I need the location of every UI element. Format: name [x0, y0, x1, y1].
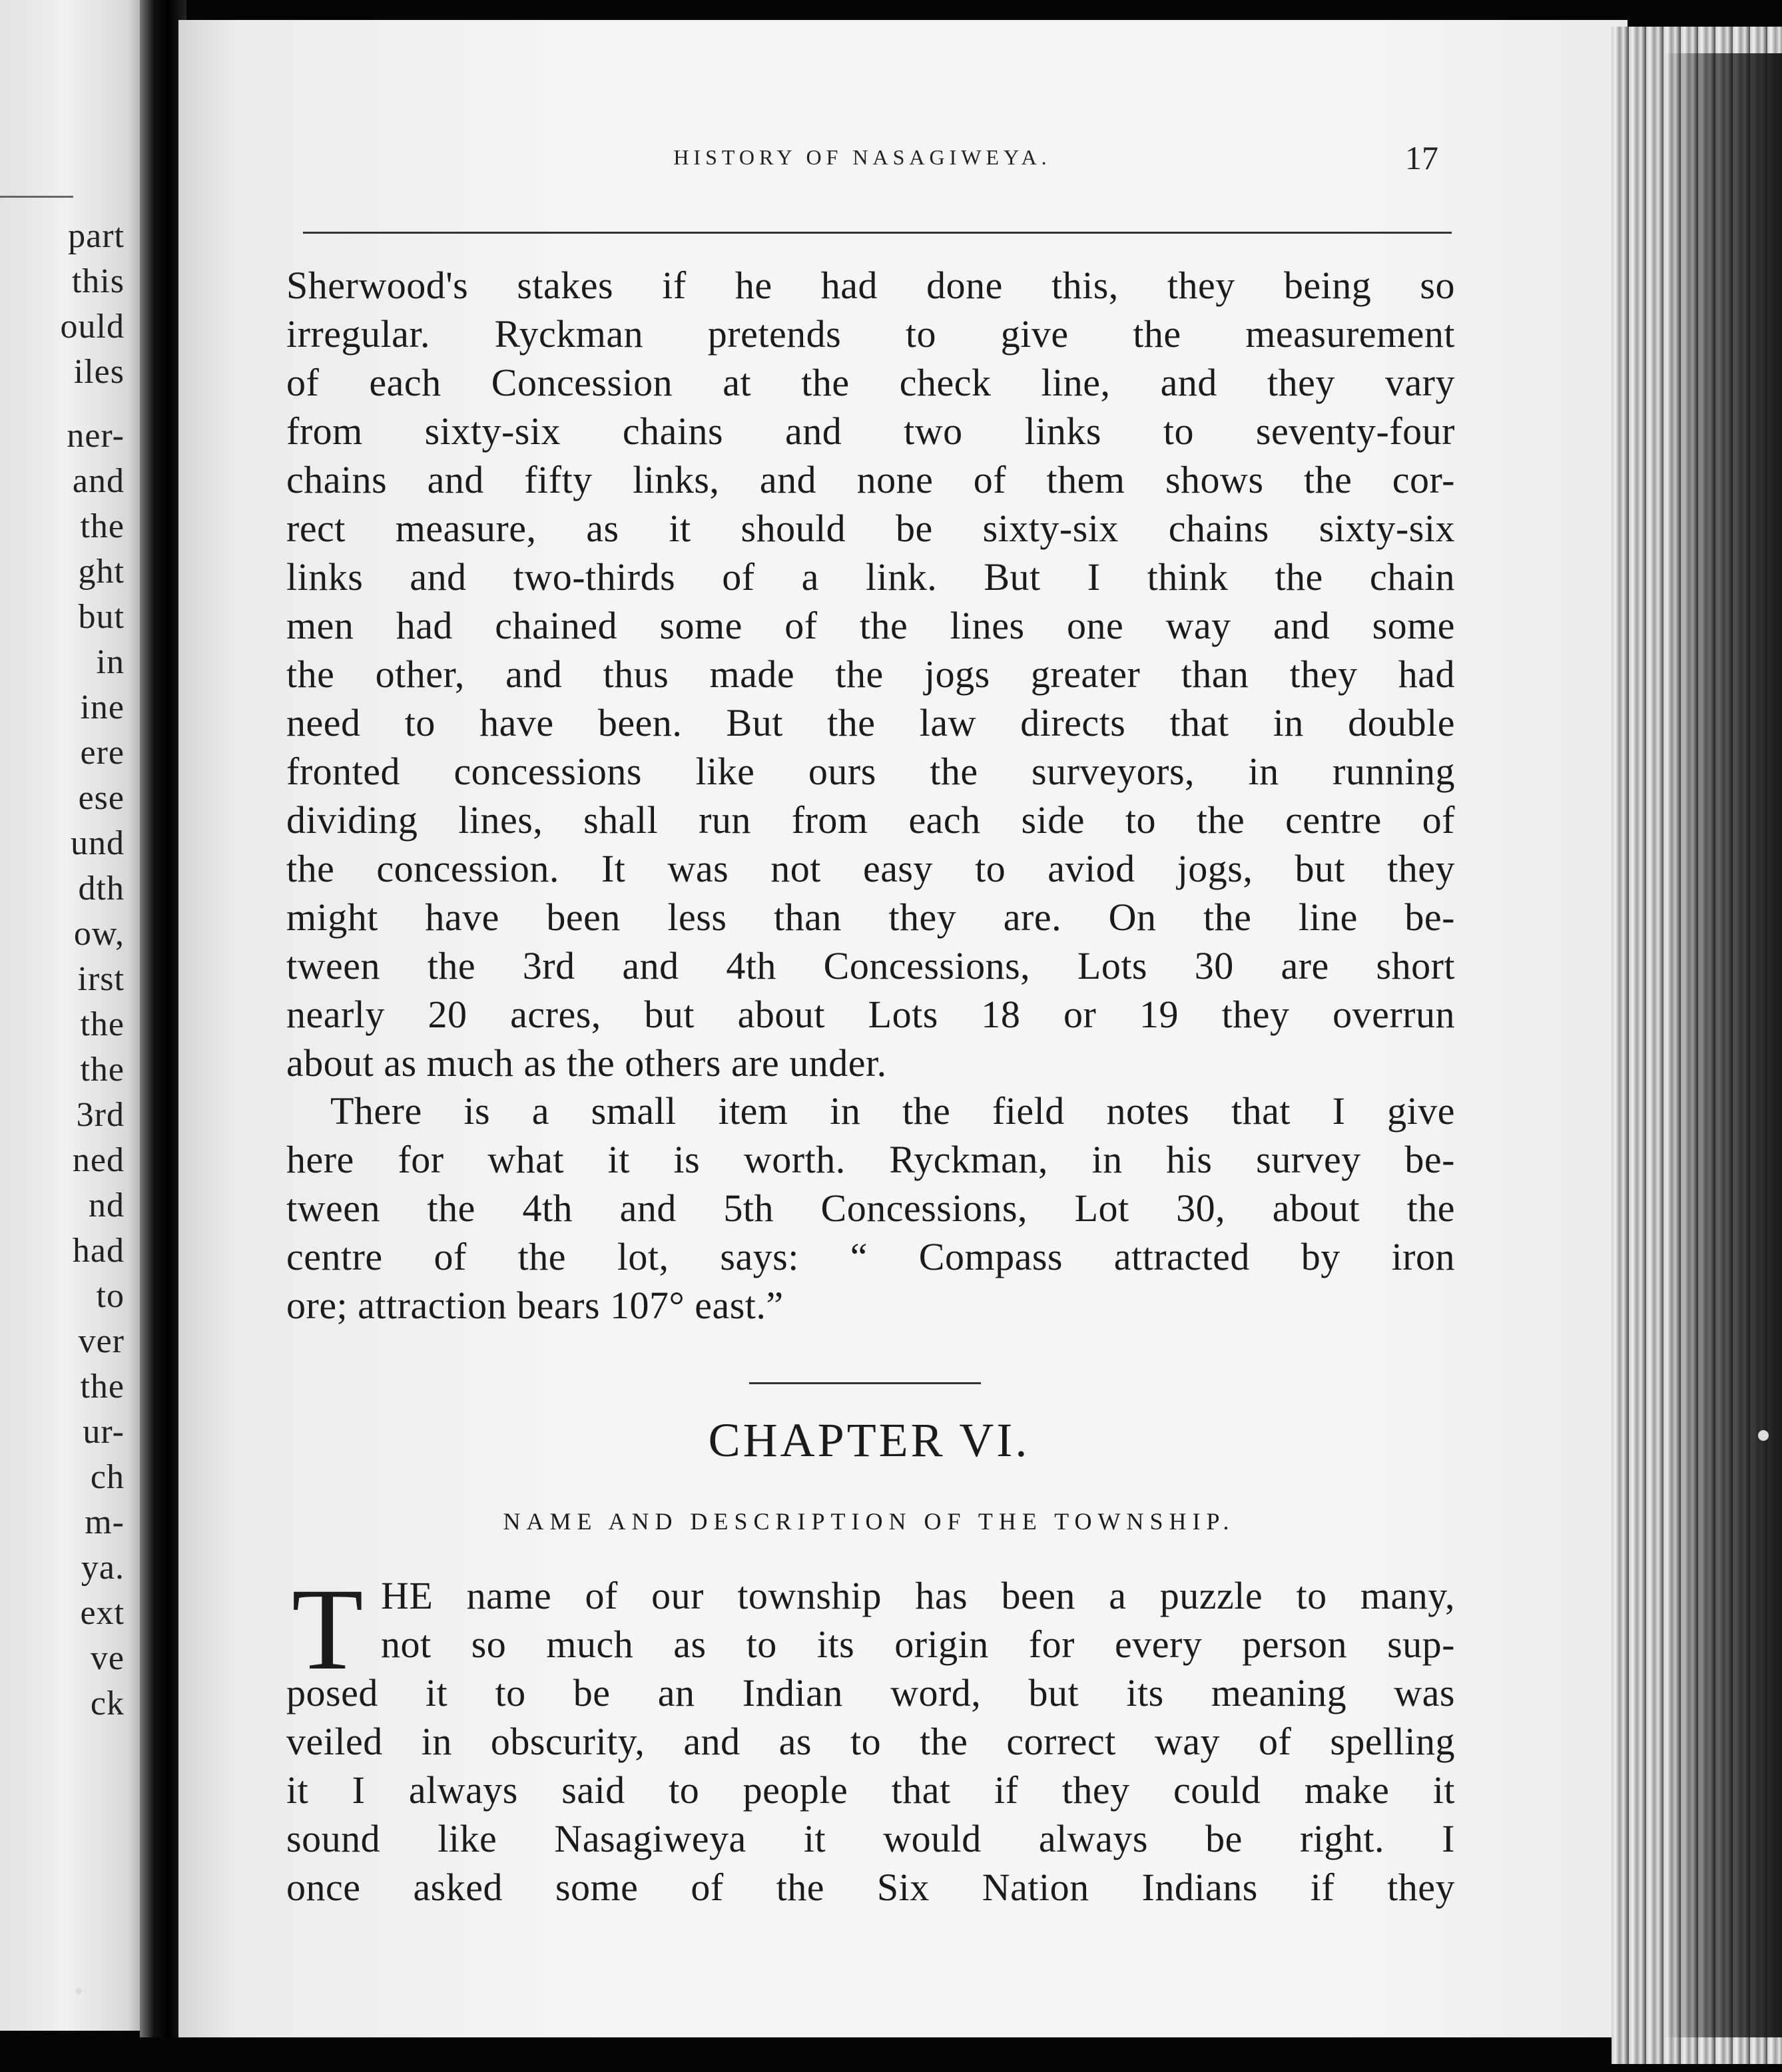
left-page-fragment: iles — [73, 353, 125, 391]
text-line: about as much as the others are under. — [286, 1041, 887, 1085]
text-line: sound like Nasagiweya it would always be right. I — [286, 1817, 1455, 1860]
left-page-fragment: ould — [60, 308, 125, 346]
text-line: chains and fifty links, and none of them shows the cor- — [286, 458, 1455, 501]
left-page-fragment: ch — [90, 1458, 125, 1496]
text-line: the concession. It was not easy to aviod jogs, but they — [286, 847, 1455, 890]
left-page-fragment: 3rd — [76, 1096, 125, 1134]
text-line: HE name of our township has been a puzzle to many, — [381, 1574, 1455, 1617]
left-page-fragment: the — [80, 1368, 125, 1406]
left-page-fragment: this — [71, 262, 125, 300]
text-line: ore; attraction bears 107° east.” — [286, 1284, 784, 1327]
left-page-fragment: ya. — [81, 1549, 125, 1587]
left-page-fragment: ow, — [73, 915, 125, 953]
chapter-divider-rule — [749, 1382, 981, 1384]
left-page-fragment: ght — [78, 553, 125, 591]
chapter-opening-paragraph — [286, 1565, 1455, 1912]
text-line: need to have been. But the law directs that in double — [286, 701, 1455, 744]
left-page-fragment: ver — [78, 1322, 125, 1360]
left-page-fragment: in — [96, 643, 125, 681]
left-page-fragment: ned — [72, 1141, 125, 1179]
left-page-fragment: m- — [85, 1503, 125, 1541]
header-rule — [303, 232, 1452, 234]
running-head: HISTORY OF NASAGIWEYA. — [673, 145, 1051, 169]
left-page-fragment: the — [80, 1051, 125, 1089]
left-page-fragment: and — [72, 462, 125, 500]
text-line: tween the 4th and 5th Concessions, Lot 30, about the — [286, 1186, 1455, 1230]
scan-speck — [75, 1987, 82, 1994]
left-page-fragment: had — [72, 1232, 125, 1270]
left-page-fragment: ve — [90, 1639, 125, 1677]
text-line: links and two-thirds of a link. But I think the chain — [286, 555, 1455, 599]
left-page-fragment: ere — [80, 734, 125, 772]
text-line: Sherwood's stakes if he had done this, they being so — [286, 264, 1455, 307]
left-page-fragment: ext — [80, 1594, 125, 1632]
text-line: irregular. Ryckman pretends to give the measurement — [286, 312, 1455, 356]
left-page-fragment: the — [80, 507, 125, 545]
left-page-fragment: but — [78, 598, 125, 636]
paragraph-2 — [286, 1087, 1455, 1330]
left-page-fragment: und — [71, 824, 125, 862]
left-page-fragment: irst — [77, 960, 125, 998]
paragraph-1 — [286, 261, 1455, 1087]
text-line: from sixty-six chains and two links to seventy-four — [286, 409, 1455, 453]
left-page-fragment: ine — [80, 688, 125, 726]
left-page-rule — [0, 196, 73, 198]
text-line: fronted concessions like ours the surveyors, in running — [286, 750, 1455, 793]
page-number: 17 — [1405, 139, 1438, 176]
text-line: centre of the lot, says: “ Compass attracted by iron — [286, 1235, 1455, 1278]
left-page-fragment: nd — [89, 1186, 125, 1224]
scan-speck — [1758, 1430, 1769, 1441]
text-line: of each Concession at the check line, and they vary — [286, 361, 1455, 404]
chapter-subtitle: NAME AND DESCRIPTION OF THE TOWNSHIP. — [503, 1508, 1235, 1535]
page-edge-shadow — [1665, 53, 1782, 2037]
text-line: men had chained some of the lines one way and some — [286, 604, 1455, 647]
left-page-fragment: ck — [90, 1684, 125, 1722]
text-line: posed it to be an Indian word, but its meaning was — [286, 1671, 1455, 1714]
left-page-fragment: ner- — [67, 417, 125, 455]
left-page-fragment: part — [68, 217, 125, 255]
left-page-fragment: the — [80, 1005, 125, 1043]
text-line: tween the 3rd and 4th Concessions, Lots 30 are short — [286, 944, 1455, 987]
text-line: There is a small item in the field notes that I give — [330, 1089, 1455, 1133]
text-line: it I always said to people that if they could make it — [286, 1768, 1455, 1812]
left-page-fragment: ur- — [83, 1413, 125, 1451]
left-page-fragment: to — [96, 1277, 125, 1315]
left-page-fragment: dth — [78, 870, 125, 907]
text-line: might have been less than they are. On the line be- — [286, 896, 1455, 939]
text-line: nearly 20 acres, but about Lots 18 or 19 they overrun — [286, 993, 1455, 1036]
text-line: not so much as to its origin for every person sup- — [381, 1623, 1455, 1666]
drop-cap: T — [292, 1565, 364, 1694]
left-page-fragment: ese — [78, 779, 125, 817]
text-line: rect measure, as it should be sixty-six chains sixty-six — [286, 507, 1455, 550]
text-line: here for what it is worth. Ryckman, in his survey be- — [286, 1138, 1455, 1181]
left-facing-page — [0, 0, 150, 2031]
text-line: veiled in obscurity, and as to the correct way of spelling — [286, 1720, 1455, 1763]
chapter-title: CHAPTER VI. — [708, 1414, 1030, 1467]
text-line: once asked some of the Six Nation Indians if they — [286, 1866, 1455, 1909]
text-line: dividing lines, shall run from each side to the centre of — [286, 798, 1455, 842]
text-line: the other, and thus made the jogs greater than they had — [286, 652, 1455, 696]
